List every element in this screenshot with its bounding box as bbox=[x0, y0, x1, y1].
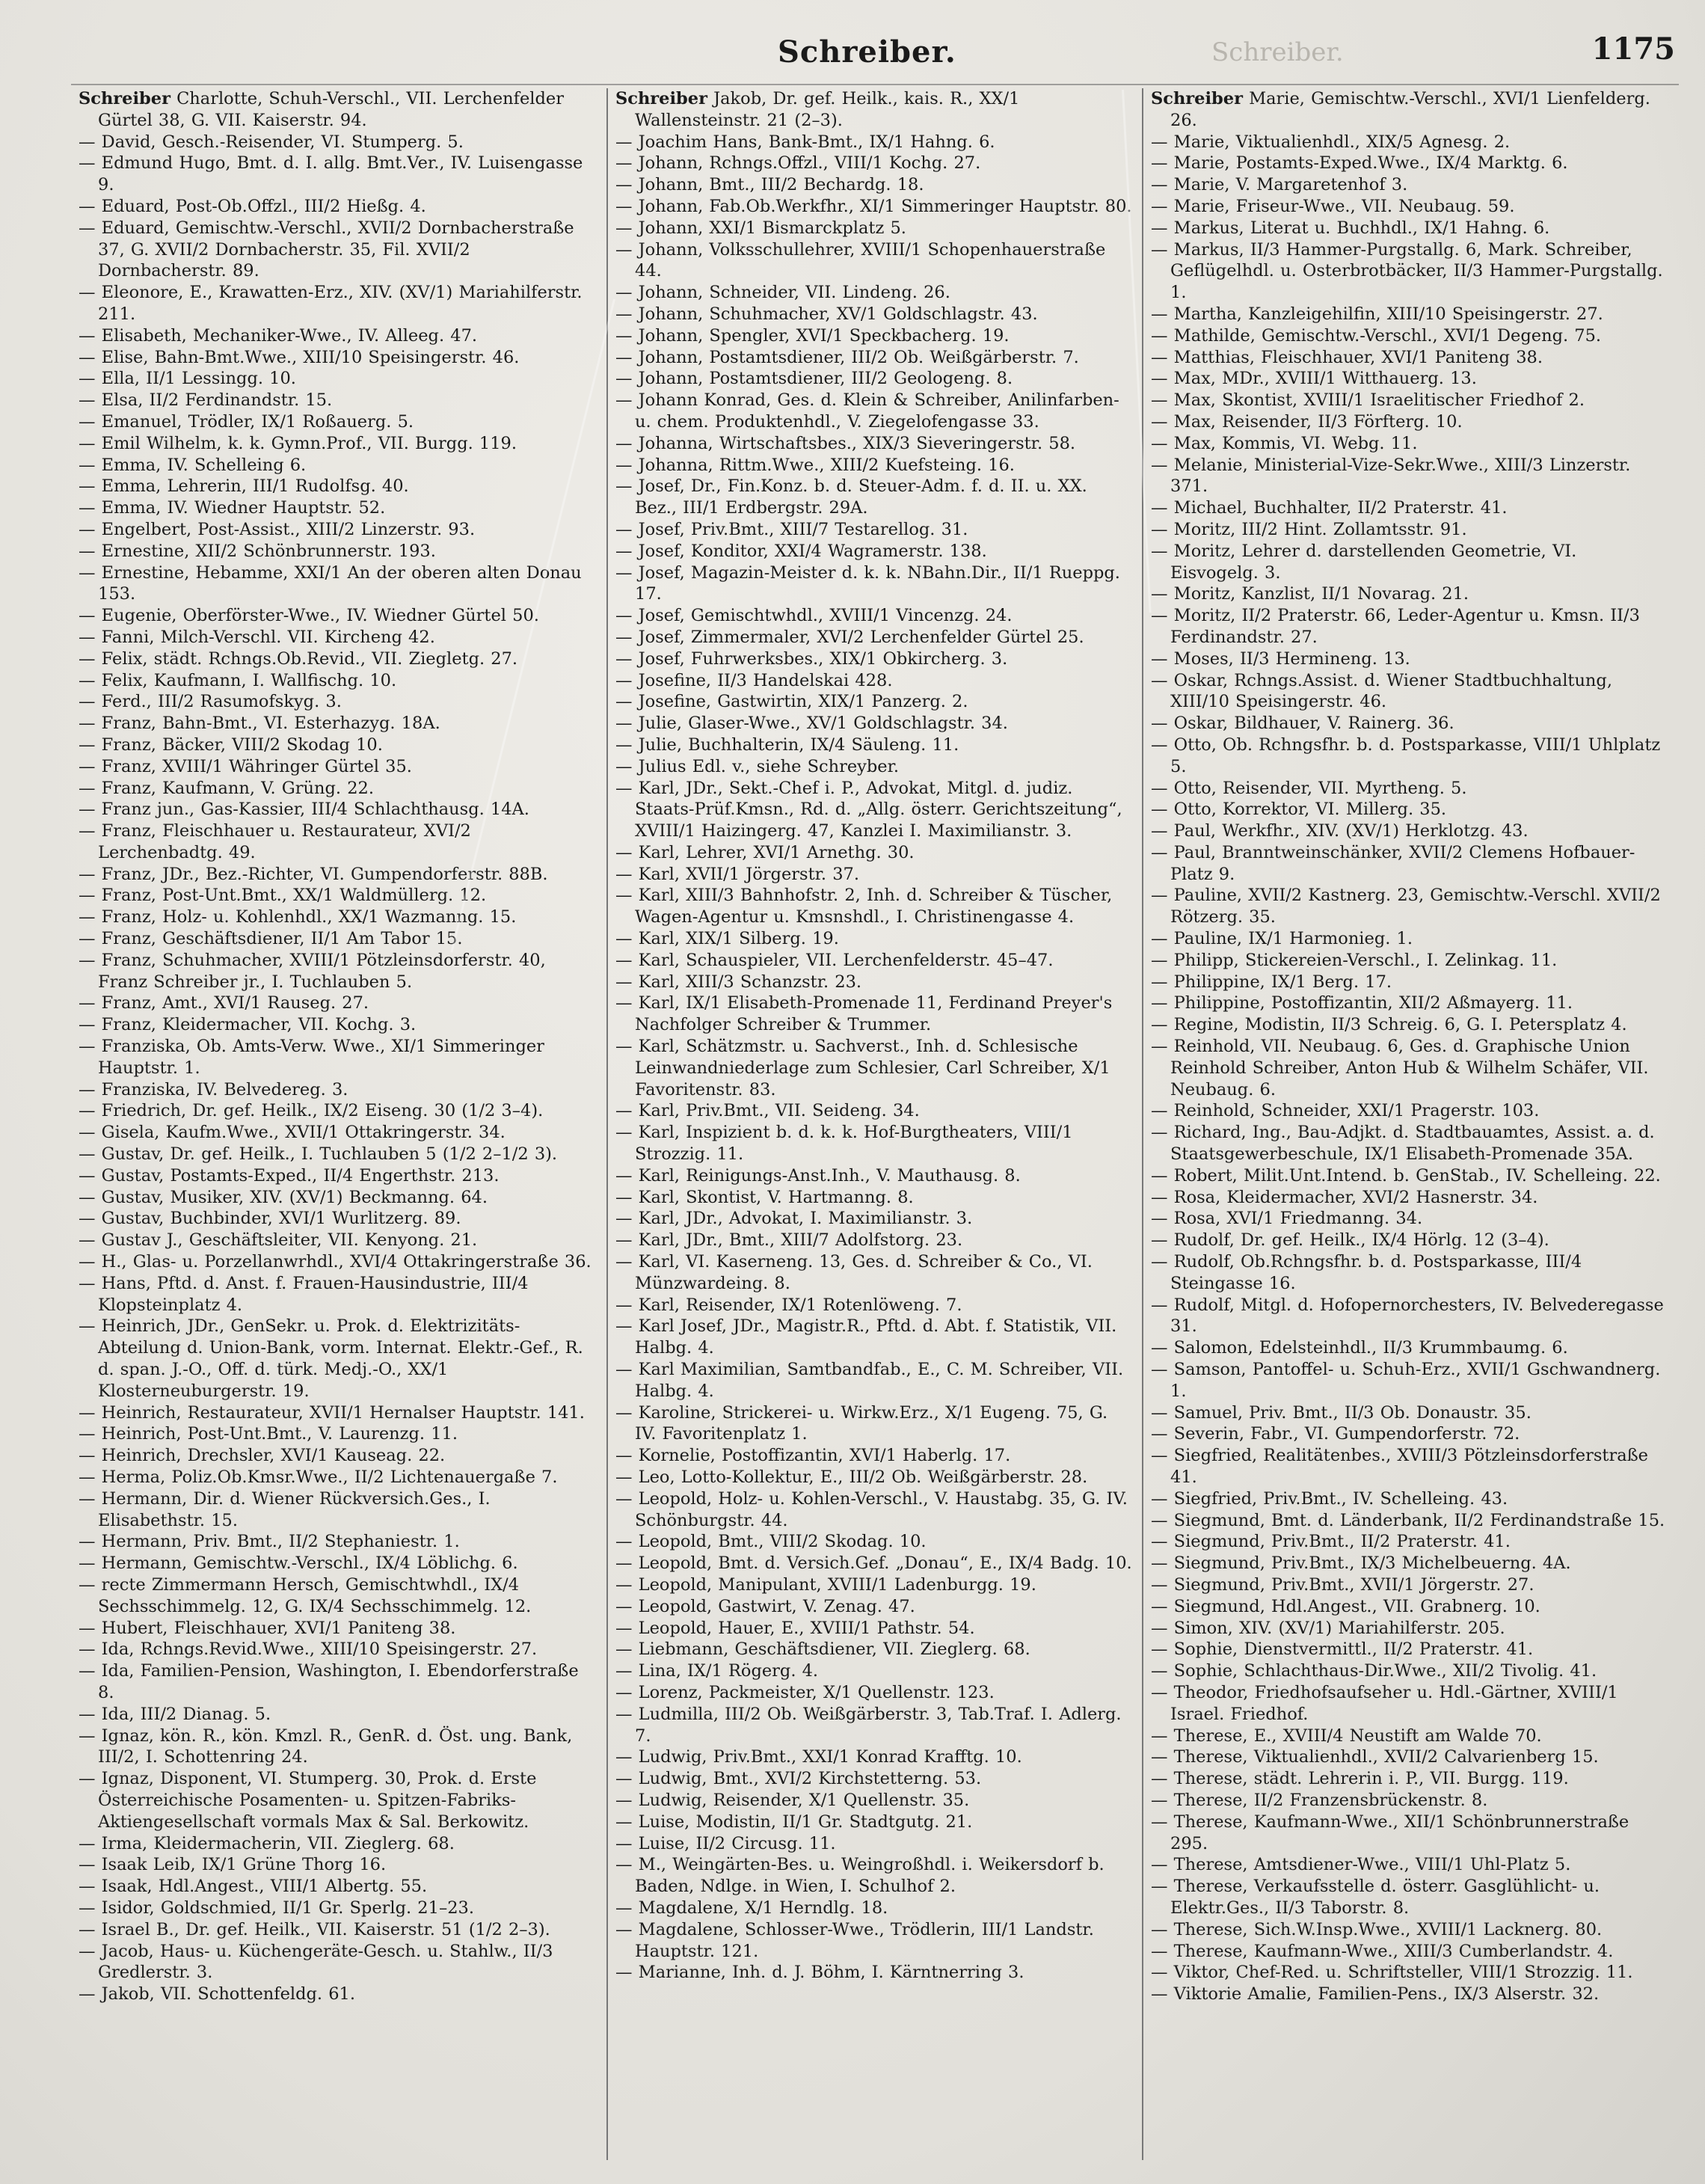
directory-entry: Schreiber Marie, Gemischtw.-Verschl., XVI/1 Lienfelderg. 26. bbox=[1151, 89, 1650, 130]
directory-entry: — Lina, IX/1 Rögerg. 4. bbox=[615, 1661, 819, 1681]
directory-entry: — recte Zimmermann Hersch, Gemischtwhdl., IX/4 Sechsschimmelg. 12, G. IX/4 Sechsschimmelg. 12. bbox=[79, 1574, 532, 1616]
directory-entry: — Franz, Bahn-Bmt., VI. Esterhazyg. 18A. bbox=[79, 714, 440, 734]
directory-entry: — Richard, Ing., Bau-Adjkt. d. Stadtbauamtes, Assist. a. d. Staatsgewerbeschule, IX/1 Elisabeth-Promenade 35A. bbox=[1151, 1123, 1655, 1165]
directory-entry: — Otto, Reisender, VII. Myrtheng. 5. bbox=[1151, 778, 1467, 798]
directory-entry: — Leopold, Bmt. d. Versich.Gef. „Donau“, E., IX/4 Badg. 10. bbox=[615, 1553, 1132, 1574]
directory-entry: — Felix, städt. Rchngs.Ob.Revid., VII. Ziegletg. 27. bbox=[79, 648, 518, 669]
running-head: Schreiber. bbox=[778, 34, 956, 70]
faint-bleedthrough-text: Schreiber. bbox=[1211, 37, 1344, 67]
directory-entry: — Gisela, Kaufm.Wwe., XVII/1 Ottakringerstr. 34. bbox=[79, 1123, 506, 1143]
directory-entry: — Karl, Lehrer, XVI/1 Arnethg. 30. bbox=[615, 842, 915, 862]
directory-entry: — Franz, Geschäftsdiener, II/1 Am Tabor 15. bbox=[79, 929, 463, 949]
directory-entry: — Joachim Hans, Bank-Bmt., IX/1 Hahng. 6. bbox=[615, 132, 995, 152]
directory-entry: — Samson, Pantoffel- u. Schuh-Erz., XVII/1 Gschwandnerg. 1. bbox=[1151, 1360, 1661, 1401]
directory-entry: — Emil Wilhelm, k. k. Gymn.Prof., VII. Burgg. 119. bbox=[79, 433, 517, 453]
directory-entry: — Elise, Bahn-Bmt.Wwe., XIII/10 Speisingerstr. 46. bbox=[79, 347, 520, 367]
entry-columns bbox=[71, 88, 1679, 2160]
column-left bbox=[71, 88, 606, 2160]
directory-entry: — Josef, Magazin-Meister d. k. k. NBahn.Dir., II/1 Rueppg. 17. bbox=[615, 562, 1120, 604]
directory-entry: — Leopold, Gastwirt, V. Zenag. 47. bbox=[615, 1596, 915, 1616]
directory-entry: — Karl, Reinigungs-Anst.Inh., V. Mauthausg. 8. bbox=[615, 1165, 1021, 1185]
directory-entry: — Hermann, Priv. Bmt., II/2 Stephaniestr. 1. bbox=[79, 1532, 460, 1552]
directory-entry: — H., Glas- u. Porzellanwrhdl., XVI/4 Ottakringerstraße 36. bbox=[79, 1252, 592, 1272]
directory-entry: — Max, MDr., XVIII/1 Witthauerg. 13. bbox=[1151, 369, 1477, 389]
directory-entry: — Franziska, Ob. Amts-Verw. Wwe., XI/1 Simmeringer Hauptstr. 1. bbox=[79, 1037, 544, 1078]
directory-entry: — Leopold, Holz- u. Kohlen-Verschl., V. Haustabg. 35, G. IV. Schönburgstr. 44. bbox=[615, 1488, 1128, 1530]
directory-entry: — Ida, Familien-Pension, Washington, I. Ebendorferstraße 8. bbox=[79, 1661, 579, 1702]
directory-entry: — Leopold, Hauer, E., XVIII/1 Pathstr. 54. bbox=[615, 1618, 975, 1638]
directory-entry: — Emma, IV. Wiedner Hauptstr. 52. bbox=[79, 498, 386, 518]
directory-entry: — Therese, Viktualienhdl., XVII/2 Calvarienberg 15. bbox=[1151, 1747, 1599, 1767]
directory-entry: — Josef, Konditor, XXI/4 Wagramerstr. 138. bbox=[615, 541, 987, 561]
directory-entry: — Felix, Kaufmann, I. Wallfischg. 10. bbox=[79, 670, 397, 690]
directory-entry: — Siegfried, Priv.Bmt., IV. Schelleing. 43. bbox=[1151, 1488, 1508, 1509]
directory-entry: — Johann, XXI/1 Bismarckplatz 5. bbox=[615, 218, 906, 238]
directory-entry: — Therese, Kaufmann-Wwe., XIII/3 Cumberlandstr. 4. bbox=[1151, 1941, 1614, 1961]
directory-entry: — Leopold, Bmt., VIII/2 Skodag. 10. bbox=[615, 1532, 927, 1552]
directory-entry: — Franz, Schuhmacher, XVIII/1 Pötzleinsdorferstr. 40, Franz Schreiber jr., I. Tuchlauben 5. bbox=[79, 950, 546, 992]
directory-entry: — Heinrich, Post-Unt.Bmt., V. Laurenzg. 11. bbox=[79, 1424, 458, 1444]
directory-entry: — Hubert, Fleischhauer, XVI/1 Paniteng 38. bbox=[79, 1618, 456, 1638]
directory-entry: — Karl Josef, JDr., Magistr.R., Pftd. d. Abt. f. Statistik, VII. Halbg. 4. bbox=[615, 1316, 1117, 1358]
directory-entry: — Mathilde, Gemischtw.-Verschl., XVI/1 Degeng. 75. bbox=[1151, 325, 1602, 346]
directory-entry: — Karl, Schauspieler, VII. Lerchenfelderstr. 45–47. bbox=[615, 950, 1054, 970]
directory-entry: — Oskar, Bildhauer, V. Rainerg. 36. bbox=[1151, 714, 1454, 734]
directory-entry: — Simon, XIV. (XV/1) Mariahilferstr. 205. bbox=[1151, 1618, 1505, 1638]
directory-entry: — Paul, Werkfhr., XIV. (XV/1) Herklotzg. 43. bbox=[1151, 821, 1529, 841]
directory-entry: — Robert, Milit.Unt.Intend. b. GenStab., IV. Schelleing. 22. bbox=[1151, 1165, 1661, 1185]
directory-entry: — Johann Konrad, Ges. d. Klein & Schreiber, Anilinfarben- u. chem. Produktenhdl., V. Ziegelofengasse 33. bbox=[615, 390, 1119, 432]
directory-entry: — Ludwig, Priv.Bmt., XXI/1 Konrad Krafftg. 10. bbox=[615, 1747, 1022, 1767]
directory-entry: — Emma, IV. Schelleing 6. bbox=[79, 455, 307, 475]
directory-entry: — Rudolf, Mitgl. d. Hofopernorchesters, IV. Belvederegasse 31. bbox=[1151, 1295, 1664, 1337]
directory-entry: — Isaak, Hdl.Angest., VIII/1 Albertg. 55. bbox=[79, 1877, 428, 1897]
directory-entry: — Engelbert, Post-Assist., XIII/2 Linzerstr. 93. bbox=[79, 519, 476, 539]
directory-entry: — Max, Reisender, II/3 Förfterg. 10. bbox=[1151, 411, 1463, 432]
directory-entry: — Josef, Priv.Bmt., XIII/7 Testarellog. 31. bbox=[615, 519, 968, 539]
directory-entry: — Karl, Reisender, IX/1 Rotenlöweng. 7. bbox=[615, 1295, 962, 1315]
directory-entry: — Edmund Hugo, Bmt. d. I. allg. Bmt.Ver., IV. Luisengasse 9. bbox=[79, 153, 583, 195]
directory-entry: — Irma, Kleidermacherin, VII. Zieglerg. 68. bbox=[79, 1833, 455, 1853]
directory-entry: — Salomon, Edelsteinhdl., II/3 Krummbaumg. 6. bbox=[1151, 1338, 1568, 1358]
directory-entry: — Gustav, Postamts-Exped., II/4 Engerthstr. 213. bbox=[79, 1165, 500, 1185]
directory-entry: — Viktorie Amalie, Familien-Pens., IX/3 Alserstr. 32. bbox=[1151, 1984, 1600, 2004]
directory-entry: — Johanna, Rittm.Wwe., XIII/2 Kuefsteing. 16. bbox=[615, 455, 1015, 475]
directory-entry: — Kornelie, Postoffizantin, XVI/1 Haberlg. 17. bbox=[615, 1446, 1011, 1466]
directory-entry: — Moses, II/3 Hermineng. 13. bbox=[1151, 648, 1410, 669]
directory-entry: — Marie, Viktualienhdl., XIX/5 Agnesg. 2. bbox=[1151, 132, 1511, 152]
directory-entry: — Franz, Post-Unt.Bmt., XX/1 Waldmüllerg. 12. bbox=[79, 886, 487, 906]
directory-entry: — Ignaz, Disponent, VI. Stumperg. 30, Prok. d. Erste Österreichische Posamenten- u. Spitzen-Fabriks-Aktiengesellschaft vormals Max & Sal. Berkowitz. bbox=[79, 1769, 537, 1832]
directory-entry: — Eduard, Post-Ob.Offzl., III/2 Hießg. 4. bbox=[79, 196, 426, 216]
directory-entry: — Leopold, Manipulant, XVIII/1 Ladenburgg. 19. bbox=[615, 1574, 1036, 1595]
directory-entry: — Josefine, II/3 Handelskai 428. bbox=[615, 670, 893, 690]
directory-entry: — Eduard, Gemischtw.-Verschl., XVII/2 Dornbacherstraße 37, G. XVII/2 Dornbacherstr. 35, Fil. XVII/2 Dornbacherstr. 89. bbox=[79, 218, 574, 281]
directory-entry: — Pauline, IX/1 Harmonieg. 1. bbox=[1151, 929, 1413, 949]
directory-entry: — Johann, Postamtsdiener, III/2 Geologeng. 8. bbox=[615, 369, 1013, 389]
directory-entry: — Therese, Sich.W.Insp.Wwe., XVIII/1 Lacknerg. 80. bbox=[1151, 1919, 1603, 1939]
directory-entry: — Martha, Kanzleigehilfin, XIII/10 Speisingerstr. 27. bbox=[1151, 304, 1603, 324]
directory-entry: — Johann, Fab.Ob.Werkfhr., XI/1 Simmeringer Hauptstr. 80. bbox=[615, 196, 1132, 216]
directory-entry: — Isaak Leib, IX/1 Grüne Thorg 16. bbox=[79, 1855, 387, 1875]
directory-entry: — Matthias, Fleischhauer, XVI/1 Paniteng 38. bbox=[1151, 347, 1543, 367]
directory-entry: — Ella, II/1 Lessingg. 10. bbox=[79, 369, 296, 389]
directory-entry: — Therese, städt. Lehrerin i. P., VII. Burgg. 119. bbox=[1151, 1769, 1569, 1789]
directory-entry: — Therese, II/2 Franzensbrückenstr. 8. bbox=[1151, 1790, 1488, 1810]
directory-entry: — Karl, XIX/1 Silberg. 19. bbox=[615, 929, 839, 949]
directory-entry: — Therese, Verkaufsstelle d. österr. Gasglühlicht- u. Elektr.Ges., II/3 Taborstr. 8. bbox=[1151, 1877, 1600, 1918]
directory-entry: — Rosa, Kleidermacher, XVI/2 Hasnerstr. 34. bbox=[1151, 1187, 1538, 1207]
directory-entry: — Rosa, XVI/1 Friedmanng. 34. bbox=[1151, 1209, 1423, 1229]
directory-entry: — Max, Skontist, XVIII/1 Israelitischer Friedhof 2. bbox=[1151, 390, 1585, 411]
directory-entry: — Franz, Kleidermacher, VII. Kochg. 3. bbox=[79, 1015, 417, 1035]
directory-entry: — Karl, Inspizient b. d. k. k. Hof-Burgtheaters, VIII/1 Strozzig. 11. bbox=[615, 1123, 1073, 1165]
directory-entry: — Lorenz, Packmeister, X/1 Quellenstr. 123. bbox=[615, 1682, 995, 1702]
directory-entry: — M., Weingärten-Bes. u. Weingroßhdl. i. Weikersdorf b. Baden, Ndlge. in Wien, I. Schulhof 2. bbox=[615, 1855, 1105, 1897]
directory-entry: — Severin, Fabr., VI. Gumpendorferstr. 72. bbox=[1151, 1424, 1520, 1444]
directory-entry: — Johann, Spengler, XVI/1 Speckbacherg. 19. bbox=[615, 325, 1010, 346]
directory-entry: — Otto, Korrektor, VI. Millerg. 35. bbox=[1151, 800, 1447, 820]
directory-entry: — Karl, Schätzmstr. u. Sachverst., Inh. d. Schlesische Leinwandniederlage zum Schlesier, Carl Schreiber, X/1 Favoritenstr. 83. bbox=[615, 1037, 1110, 1099]
directory-entry: — Heinrich, JDr., GenSekr. u. Prok. d. Elektrizitäts-Abteilung d. Union-Bank, vorm. Internat. Elektr.-Gef., R. d. span. J.-O., Off. d. türk. Medj.-O., XX/1 Klosterneuburgerstr. 19. bbox=[79, 1316, 583, 1401]
directory-entry: — Karl, JDr., Sekt.-Chef i. P., Advokat, Mitgl. d. judiz. Staats-Prüf.Kmsn., Rd. d. „Allg. österr. Gerichtszeitung“, XVIII/1 Haizingerg. 47, Kanzlei I. Maximilianstr. 3. bbox=[615, 778, 1122, 841]
directory-entry: — Paul, Branntweinschänker, XVII/2 Clemens Hofbauer-Platz 9. bbox=[1151, 842, 1635, 884]
directory-entry: — Jakob, VII. Schottenfeldg. 61. bbox=[79, 1984, 355, 2004]
directory-entry: — Sophie, Dienstvermittl., II/2 Praterstr. 41. bbox=[1151, 1639, 1534, 1660]
directory-entry: — Ludwig, Reisender, X/1 Quellenstr. 35. bbox=[615, 1790, 970, 1810]
directory-entry: — Gustav, Buchbinder, XVI/1 Wurlitzerg. 89. bbox=[79, 1209, 461, 1229]
directory-entry: — Johann, Schuhmacher, XV/1 Goldschlagstr. 43. bbox=[615, 304, 1038, 324]
directory-entry: — Marie, V. Margaretenhof 3. bbox=[1151, 175, 1408, 195]
directory-entry: — Franziska, IV. Belvedereg. 3. bbox=[79, 1079, 348, 1099]
directory-entry: — Karl, XIII/3 Bahnhofstr. 2, Inh. d. Schreiber & Tüscher, Wagen-Agentur u. Kmsnshdl., I. Christinengasse 4. bbox=[615, 886, 1113, 927]
directory-entry: — David, Gesch.-Reisender, VI. Stumperg. 5. bbox=[79, 132, 464, 152]
directory-entry: — Karl, Priv.Bmt., VII. Seideng. 34. bbox=[615, 1101, 920, 1121]
directory-entry: — Isidor, Goldschmied, II/1 Gr. Sperlg. 21–23. bbox=[79, 1898, 474, 1918]
directory-entry: — Josefine, Gastwirtin, XIX/1 Panzerg. 2. bbox=[615, 692, 968, 712]
directory-entry: — Johann, Volksschullehrer, XVIII/1 Schopenhauerstraße 44. bbox=[615, 239, 1106, 281]
directory-entry: — Siegmund, Hdl.Angest., VII. Grabnerg. 10. bbox=[1151, 1596, 1540, 1616]
column-middle bbox=[606, 88, 1142, 2160]
directory-entry: — Theodor, Friedhofsaufseher u. Hdl.-Gärtner, XVIII/1 Israel. Friedhof. bbox=[1151, 1682, 1618, 1724]
directory-entry: Schreiber Jakob, Dr. gef. Heilk., kais. R., XX/1 Wallensteinstr. 21 (2–3). bbox=[615, 89, 1020, 130]
directory-entry: — Karl, IX/1 Elisabeth-Promenade 11, Ferdinand Preyer's Nachfolger Schreiber & Trummer. bbox=[615, 993, 1113, 1035]
directory-entry: — Emma, Lehrerin, III/1 Rudolfsg. 40. bbox=[79, 476, 409, 497]
directory-entry: — Johann, Bmt., III/2 Bechardg. 18. bbox=[615, 175, 924, 195]
directory-entry: — Josef, Dr., Fin.Konz. b. d. Steuer-Adm. f. d. II. u. XX. Bez., III/1 Erdbergstr. 29A. bbox=[615, 476, 1087, 518]
directory-entry: — Franz, Kaufmann, V. Grüng. 22. bbox=[79, 778, 374, 798]
directory-entry: — Siegfried, Realitätenbes., XVIII/3 Pötzleinsdorferstraße 41. bbox=[1151, 1446, 1648, 1487]
directory-entry: — Josef, Fuhrwerksbes., XIX/1 Obkircherg. 3. bbox=[615, 648, 1008, 669]
directory-entry: — Franz, Amt., XVI/1 Rauseg. 27. bbox=[79, 993, 369, 1013]
directory-entry: — Michael, Buchhalter, II/2 Praterstr. 41. bbox=[1151, 498, 1508, 518]
directory-entry: — Johann, Rchngs.Offzl., VIII/1 Kochg. 27. bbox=[615, 153, 981, 174]
column-right bbox=[1142, 88, 1677, 2160]
directory-entry: — Josef, Zimmermaler, XVI/2 Lerchenfelder Gürtel 25. bbox=[615, 627, 1084, 647]
directory-entry: — Ignaz, kön. R., kön. Kmzl. R., GenR. d. Öst. ung. Bank, III/2, I. Schottenring 24. bbox=[79, 1726, 573, 1767]
directory-entry: — Heinrich, Restaurateur, XVII/1 Hernalser Hauptstr. 141. bbox=[79, 1402, 585, 1423]
directory-entry: — Fanni, Milch-Verschl. VII. Kircheng 42. bbox=[79, 627, 435, 647]
directory-entry: — Therese, E., XVIII/4 Neustift am Walde 70. bbox=[1151, 1726, 1542, 1746]
directory-entry: — Marianne, Inh. d. J. Böhm, I. Kärntnerring 3. bbox=[615, 1963, 1024, 1983]
directory-entry: — Karl, Skontist, V. Hartmanng. 8. bbox=[615, 1187, 914, 1207]
directory-entry: — Karl, JDr., Bmt., XIII/7 Adolfstorg. 23. bbox=[615, 1230, 963, 1251]
directory-entry: — Therese, Kaufmann-Wwe., XII/1 Schönbrunnerstraße 295. bbox=[1151, 1812, 1629, 1853]
directory-entry: — Leo, Lotto-Kollektur, E., III/2 Ob. Weißgärberstr. 28. bbox=[615, 1467, 1088, 1487]
surname-heading: Schreiber bbox=[79, 89, 170, 108]
directory-entry: — Ernestine, XII/2 Schönbrunnerstr. 193. bbox=[79, 541, 436, 561]
directory-entry: — Julie, Glaser-Wwe., XV/1 Goldschlagstr. 34. bbox=[615, 714, 1008, 734]
directory-entry: — Marie, Friseur-Wwe., VII. Neubaug. 59. bbox=[1151, 196, 1515, 216]
directory-entry: — Marie, Postamts-Exped.Wwe., IX/4 Marktg. 6. bbox=[1151, 153, 1568, 174]
surname-heading: Schreiber bbox=[1151, 89, 1243, 108]
directory-entry: — Luise, Modistin, II/1 Gr. Stadtgutg. 21. bbox=[615, 1812, 973, 1832]
directory-entry: — Ernestine, Hebamme, XXI/1 An der oberen alten Donau 153. bbox=[79, 562, 582, 604]
directory-entry: — Eleonore, E., Krawatten-Erz., XIV. (XV/1) Mariahilferstr. 211. bbox=[79, 283, 583, 324]
directory-entry: — Emanuel, Trödler, IX/1 Roßauerg. 5. bbox=[79, 411, 414, 432]
directory-entry: — Karl, XIII/3 Schanzstr. 23. bbox=[615, 972, 862, 992]
directory-entry: — Moritz, Lehrer d. darstellenden Geometrie, VI. Eisvogelg. 3. bbox=[1151, 541, 1577, 583]
directory-entry: — Magdalene, Schlosser-Wwe., Trödlerin, III/1 Landstr. Hauptstr. 121. bbox=[615, 1919, 1094, 1961]
directory-entry: — Liebmann, Geschäftsdiener, VII. Zieglerg. 68. bbox=[615, 1639, 1030, 1660]
directory-entry: — Markus, II/3 Hammer-Purgstallg. 6, Mark. Schreiber, Geflügelhdl. u. Osterbrotbäcker, II/3 Hammer-Purgstallg. 1. bbox=[1151, 239, 1663, 303]
directory-entry: — Karoline, Strickerei- u. Wirkw.Erz., X/1 Eugeng. 75, G. IV. Favoritenplatz 1. bbox=[615, 1402, 1108, 1444]
directory-entry: — Hermann, Gemischtw.-Verschl., IX/4 Löblichg. 6. bbox=[79, 1553, 518, 1574]
directory-entry: — Otto, Ob. Rchngsfhr. b. d. Postsparkasse, VIII/1 Uhlplatz 5. bbox=[1151, 734, 1661, 776]
directory-entry: — Siegmund, Priv.Bmt., XVII/1 Jörgerstr. 27. bbox=[1151, 1574, 1534, 1595]
directory-entry: — Luise, II/2 Circusg. 11. bbox=[615, 1833, 836, 1853]
directory-entry: — Josef, Gemischtwhdl., XVIII/1 Vincenzg. 24. bbox=[615, 606, 1013, 626]
directory-entry: — Rudolf, Dr. gef. Heilk., IX/4 Hörlg. 12 (3–4). bbox=[1151, 1230, 1549, 1251]
directory-entry: Schreiber Charlotte, Schuh-Verschl., VII. Lerchenfelder Gürtel 38, G. VII. Kaiserstr. 94. bbox=[79, 89, 564, 130]
directory-entry: — Philippine, IX/1 Berg. 17. bbox=[1151, 972, 1392, 992]
directory-entry: — Markus, Literat u. Buchhdl., IX/1 Hahng. 6. bbox=[1151, 218, 1550, 238]
directory-entry: — Reinhold, VII. Neubaug. 6, Ges. d. Graphische Union Reinhold Schreiber, Anton Hub & Wilhelm Schäfer, VII. Neubaug. 6. bbox=[1151, 1037, 1649, 1099]
directory-entry: — Siegmund, Priv.Bmt., II/2 Praterstr. 41. bbox=[1151, 1532, 1511, 1552]
directory-entry: — Gustav, Dr. gef. Heilk., I. Tuchlauben 5 (1/2 2–1/2 3). bbox=[79, 1144, 558, 1165]
directory-entry: — Ferd., III/2 Rasumofskyg. 3. bbox=[79, 692, 342, 712]
directory-entry: — Julie, Buchhalterin, IX/4 Säuleng. 11. bbox=[615, 734, 959, 755]
directory-entry: — Reinhold, Schneider, XXI/1 Pragerstr. 103. bbox=[1151, 1101, 1540, 1121]
directory-entry: — Philippine, Postoffizantin, XII/2 Aßmayerg. 11. bbox=[1151, 993, 1573, 1013]
directory-entry: — Johann, Schneider, VII. Lindeng. 26. bbox=[615, 283, 950, 303]
directory-entry: — Gustav J., Geschäftsleiter, VII. Kenyong. 21. bbox=[79, 1230, 478, 1251]
directory-entry: — Eugenie, Oberförster-Wwe., IV. Wiedner Gürtel 50. bbox=[79, 606, 539, 626]
directory-entry: — Julius Edl. v., siehe Schreyber. bbox=[615, 756, 900, 776]
directory-entry: — Philipp, Stickereien-Verschl., I. Zelinkag. 11. bbox=[1151, 950, 1558, 970]
directory-entry: — Franz, Holz- u. Kohlenhdl., XX/1 Wazmanng. 15. bbox=[79, 907, 517, 927]
directory-entry: — Friedrich, Dr. gef. Heilk., IX/2 Eiseng. 30 (1/2 3–4). bbox=[79, 1101, 544, 1121]
directory-entry: — Rudolf, Ob.Rchngsfhr. b. d. Postsparkasse, III/4 Steingasse 16. bbox=[1151, 1252, 1582, 1293]
directory-entry: — Ludwig, Bmt., XVI/2 Kirchstetterng. 53. bbox=[615, 1769, 982, 1789]
directory-entry: — Siegmund, Bmt. d. Länderbank, II/2 Ferdinandstraße 15. bbox=[1151, 1510, 1665, 1530]
directory-entry: — Franz jun., Gas-Kassier, III/4 Schlachthausg. 14A. bbox=[79, 800, 529, 820]
directory-entry: — Johanna, Wirtschaftsbes., XIX/3 Sieveringerstr. 58. bbox=[615, 433, 1076, 453]
directory-entry: — Regine, Modistin, II/3 Schreig. 6, G. I. Petersplatz 4. bbox=[1151, 1015, 1627, 1035]
directory-entry: — Pauline, XVII/2 Kastnerg. 23, Gemischtw.-Verschl. XVII/2 Rötzerg. 35. bbox=[1151, 886, 1661, 927]
directory-entry: — Therese, Amtsdiener-Wwe., VIII/1 Uhl-Platz 5. bbox=[1151, 1855, 1571, 1875]
directory-entry: — Melanie, Ministerial-Vize-Sekr.Wwe., XIII/3 Linzerstr. 371. bbox=[1151, 455, 1631, 497]
directory-entry: — Magdalene, X/1 Herndlg. 18. bbox=[615, 1898, 888, 1918]
page-header bbox=[0, 27, 1705, 79]
directory-entry: — Hans, Pftd. d. Anst. f. Frauen-Hausindustrie, III/4 Klopsteinplatz 4. bbox=[79, 1273, 529, 1315]
directory-entry: — Ida, III/2 Dianag. 5. bbox=[79, 1704, 271, 1724]
directory-entry: — Karl, JDr., Advokat, I. Maximilianstr. 3. bbox=[615, 1209, 973, 1229]
directory-entry: — Karl, VI. Kaserneng. 13, Ges. d. Schreiber & Co., VI. Münzwardeing. 8. bbox=[615, 1252, 1093, 1293]
header-rule bbox=[71, 84, 1679, 85]
directory-entry: — Karl, XVII/1 Jörgerstr. 37. bbox=[615, 864, 859, 884]
directory-entry: — Moritz, III/2 Hint. Zollamtsstr. 91. bbox=[1151, 519, 1467, 539]
directory-entry: — Heinrich, Drechsler, XVI/1 Kauseag. 22. bbox=[79, 1446, 446, 1466]
directory-entry: — Johann, Postamtsdiener, III/2 Ob. Weißgärberstr. 7. bbox=[615, 347, 1079, 367]
directory-entry: — Israel B., Dr. gef. Heilk., VII. Kaiserstr. 51 (1/2 2–3). bbox=[79, 1919, 550, 1939]
directory-entry: — Samuel, Priv. Bmt., II/3 Ob. Donaustr. 35. bbox=[1151, 1402, 1532, 1423]
surname-heading: Schreiber bbox=[615, 89, 707, 108]
directory-entry: — Elsa, II/2 Ferdinandstr. 15. bbox=[79, 390, 333, 411]
directory-entry: — Max, Kommis, VI. Webg. 11. bbox=[1151, 433, 1418, 453]
directory-entry: — Franz, XVIII/1 Währinger Gürtel 35. bbox=[79, 756, 412, 776]
directory-entry: — Jacob, Haus- u. Küchengeräte-Gesch. u. Stahlw., II/3 Gredlerstr. 3. bbox=[79, 1941, 553, 1983]
directory-entry: — Sophie, Schlachthaus-Dir.Wwe., XII/2 Tivolig. 41. bbox=[1151, 1661, 1597, 1681]
directory-entry: — Elisabeth, Mechaniker-Wwe., IV. Alleeg. 47. bbox=[79, 325, 478, 346]
directory-entry: — Franz, JDr., Bez.-Richter, VI. Gumpendorferstr. 88B. bbox=[79, 864, 548, 884]
directory-entry: — Ludmilla, III/2 Ob. Weißgärberstr. 3, Tab.Traf. I. Adlerg. 7. bbox=[615, 1704, 1122, 1746]
directory-entry: — Ida, Rchngs.Revid.Wwe., XIII/10 Speisingerstr. 27. bbox=[79, 1639, 538, 1660]
directory-entry: — Franz, Bäcker, VIII/2 Skodag 10. bbox=[79, 734, 383, 755]
page-number: 1175 bbox=[1591, 31, 1675, 67]
directory-entry: — Gustav, Musiker, XIV. (XV/1) Beckmanng. 64. bbox=[79, 1187, 488, 1207]
directory-entry: — Karl Maximilian, Samtbandfab., E., C. M. Schreiber, VII. Halbg. 4. bbox=[615, 1360, 1124, 1401]
directory-entry: — Oskar, Rchngs.Assist. d. Wiener Stadtbuchhaltung, XIII/10 Speisingerstr. 46. bbox=[1151, 670, 1612, 712]
directory-entry: — Moritz, II/2 Praterstr. 66, Leder-Agentur u. Kmsn. II/3 Ferdinandstr. 27. bbox=[1151, 606, 1640, 647]
directory-entry: — Moritz, Kanzlist, II/1 Novarag. 21. bbox=[1151, 584, 1469, 604]
directory-entry: — Herma, Poliz.Ob.Kmsr.Wwe., II/2 Lichtenauergaße 7. bbox=[79, 1467, 558, 1487]
directory-entry: — Hermann, Dir. d. Wiener Rückversich.Ges., I. Elisabethstr. 15. bbox=[79, 1488, 491, 1530]
directory-entry: — Franz, Fleischhauer u. Restaurateur, XVI/2 Lerchenbadtg. 49. bbox=[79, 821, 471, 862]
directory-entry: — Siegmund, Priv.Bmt., IX/3 Michelbeuerng. 4A. bbox=[1151, 1553, 1571, 1574]
directory-entry: — Viktor, Chef-Red. u. Schriftsteller, VIII/1 Strozzig. 11. bbox=[1151, 1963, 1633, 1983]
